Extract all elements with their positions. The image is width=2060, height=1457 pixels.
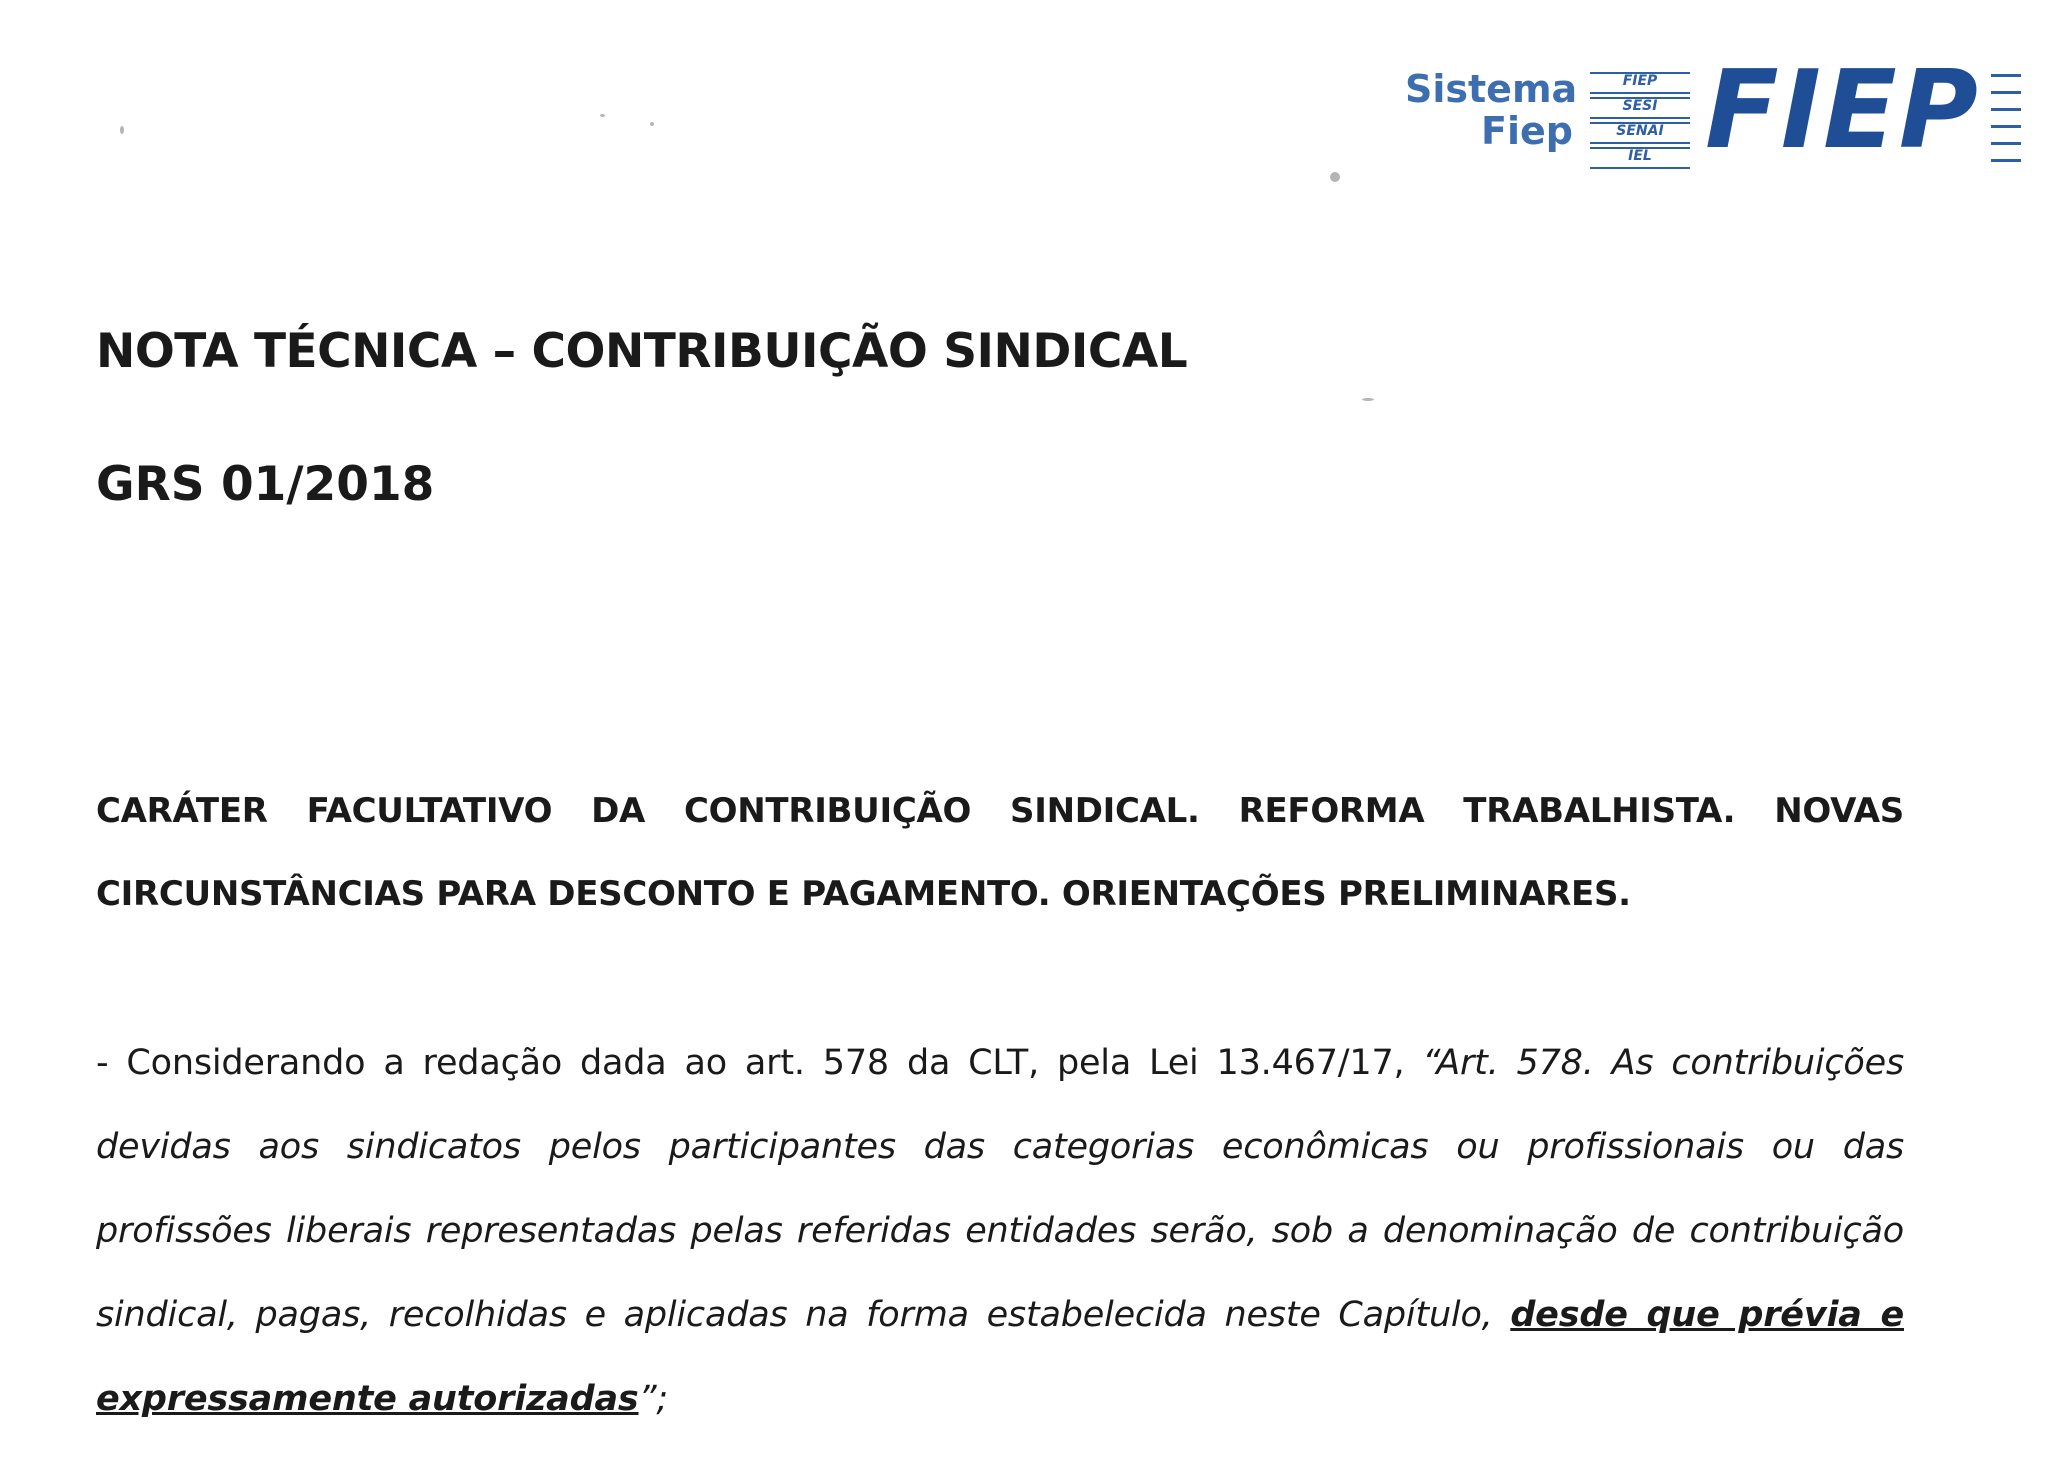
document-subject: CARÁTER FACULTATIVO DA CONTRIBUIÇÃO SINDICAL. REFORMA TRABALHISTA. NOVAS CIRCUNSTÂNCIAS PARA DESCONTO E PAGAMENTO. ORIENTAÇÕES PRELIMINARES. <box>96 791 1904 914</box>
scan-speck <box>1330 172 1340 182</box>
document-title: NOTA TÉCNICA – CONTRIBUIÇÃO SINDICAL <box>96 324 1188 379</box>
scan-speck <box>1362 398 1374 401</box>
paragraph-emphasis: desde que prévia e expressamente autorizadas <box>96 1295 1904 1419</box>
logo-entity-sesi: SESI <box>1590 97 1690 119</box>
document-code: GRS 01/2018 <box>96 457 435 512</box>
scan-speck <box>120 126 124 134</box>
sistema-fiep-logo <box>1405 48 2025 173</box>
logo-entity-iel: IEL <box>1590 147 1690 169</box>
paragraph-quote: “Art. 578. As contribuições devidas aos sindicatos pelos participantes das categorias econômicas ou profissionais ou das profissões liberais representadas pelas referidas entidades serão, sob a denominação de contribuição sindical, pagas, recolhidas e aplicadas na forma estabelecida neste Capítulo, <box>96 1043 1904 1335</box>
logo-entity-fiep: FIEP <box>1590 72 1690 94</box>
logo-sistema-line1: Sistema <box>1405 67 1578 111</box>
logo-entity-senai: SENAI <box>1590 122 1690 144</box>
logo-stripes-icon <box>1991 74 2021 160</box>
logo-sistema-line2: Fiep <box>1481 109 1573 153</box>
scan-speck <box>650 122 654 126</box>
logo-entity-list <box>1590 72 1690 162</box>
logo-brand-wordmark: FIEP <box>1705 48 1980 173</box>
paragraph-closing: ”; <box>638 1379 669 1419</box>
paragraph-intro: - Considerando a redação dada ao art. 578 da CLT, pela Lei 13.467/17, <box>96 1043 1423 1083</box>
scan-speck <box>600 114 605 117</box>
body-paragraph <box>96 1021 1904 1441</box>
logo-sistema-text <box>1405 67 1578 153</box>
